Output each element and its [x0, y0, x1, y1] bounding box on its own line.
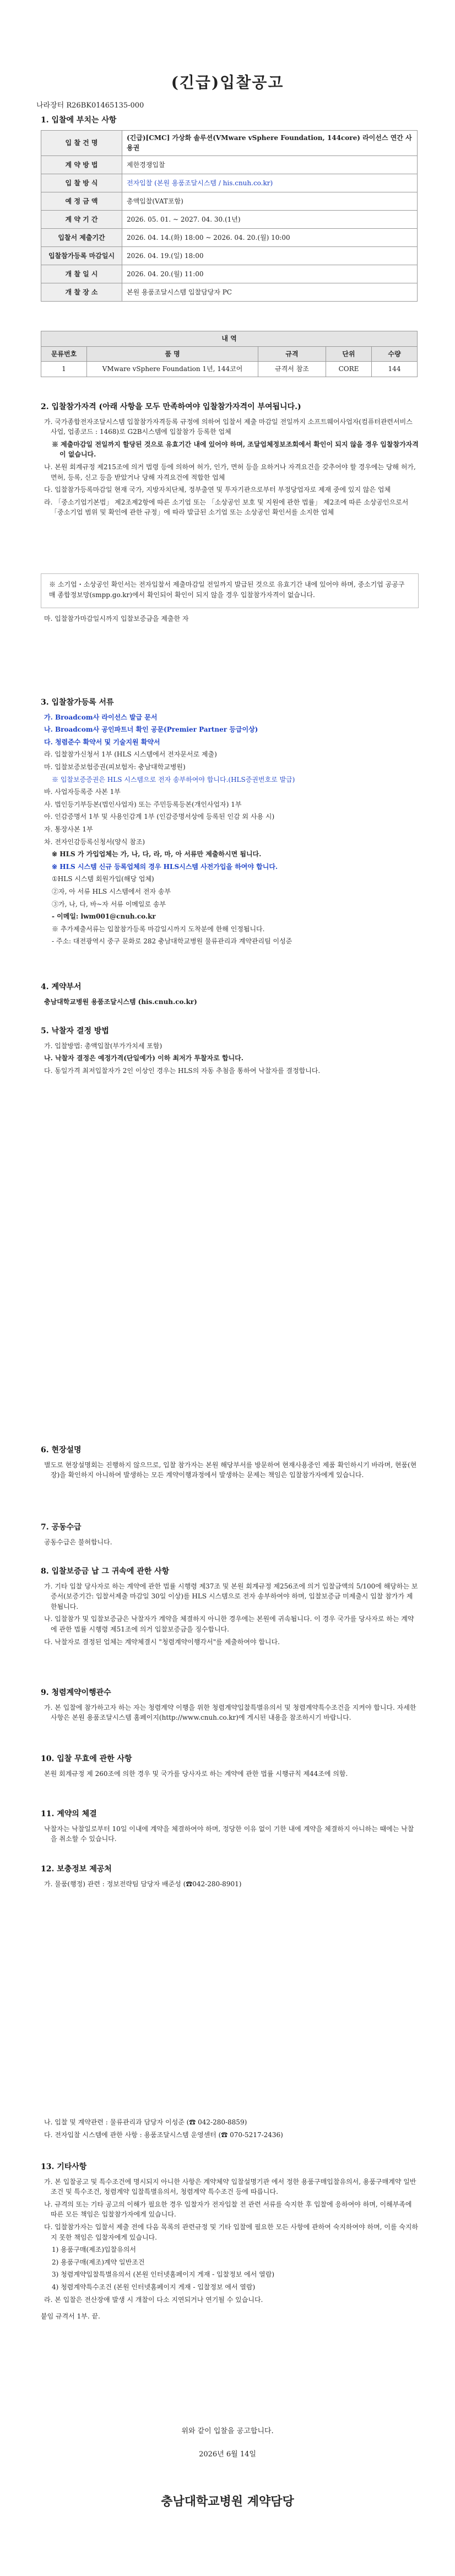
cell: 규격서 참조 [258, 362, 326, 377]
section-5-heading: 5. 낙찰자 결정 방법 [41, 1027, 109, 1035]
table-row [41, 210, 418, 228]
doc-note: ※ 입찰보증증권은 HLS 시스템으로 전자 송부하여야 합니다.(HLS증권번호로 발급) [52, 775, 295, 783]
detail-header-row [41, 346, 418, 362]
page-title: (긴급)입찰공고 [171, 73, 284, 92]
section-5 [41, 1026, 419, 1078]
misc-subitem: 2) 용품구매(제조)계약 일반조건 [52, 2258, 145, 2266]
table-row [41, 130, 418, 155]
issuing-organization: 충남대학교병원 계약담당 [161, 2494, 294, 2509]
misc-item: 라. 본 입찰은 전산장애 발생 시 개찰이 다소 지연되거나 연기될 수 있습니다. [44, 2295, 263, 2304]
doc-step: ②자, 아 서류 HLS 시스템에서 전자 송부 [52, 888, 171, 895]
contact-item: 나. 입찰 및 계약관련 : 물류관리과 담당자 이성준 (☎ 042-280-8859) [44, 2118, 247, 2126]
row-label: 예 정 금 액 [41, 192, 122, 210]
doc-item: 아. 인감증명서 1부 및 사용인감계 1부 (인감증명서상에 등록된 인감 외 사용 시) [44, 813, 275, 821]
section-text: 가. 본 입찰에 참가하고자 하는 자는 청렴계약 이행을 위한 청렴계약입찰특별유의서 및 청렴계약특수조건을 지켜야 합니다. 자세한 사항은 본원 용품조달시스템 홈페이지(http://www.cnuh.co.kr)에 게시된 내용을 참조하시기 바랍니다. [44, 1703, 416, 1722]
table-row [41, 192, 418, 210]
row-label: 개 찰 장 소 [41, 283, 122, 301]
section-4 [41, 981, 419, 1009]
misc-item: 다. 입찰참가자는 입찰서 제출 전에 다음 목록의 관련규정 및 기타 입찰에 필요한 모든 사항에 관하여 숙지하여야 하며, 이를 숙지하지 못한 책임은 입찰자에게 있습니다. [44, 2223, 419, 2241]
section-11-heading: 11. 계약의 체결 [41, 1810, 97, 1818]
misc-item: 나. 규격의 또는 기타 공고의 이해가 필요한 경우 입찰자가 전자입찰 전 관련 서류를 숙지한 후 입찰에 응하여야 하며, 이해부족에 따른 모든 책임은 입찰참가자에게 있습니다. [44, 2200, 412, 2219]
doc-step: ③가, 나, 다, 바~자 서류 이메일로 송부 [52, 900, 166, 908]
table-row [41, 283, 418, 301]
row-label: 입찰참가등록 마감일시 [41, 246, 122, 265]
section-12-heading: 12. 보충정보 제공처 [41, 1865, 112, 1874]
closing-text: 위와 같이 입찰을 공고합니다. [181, 2427, 274, 2435]
section-2 [41, 401, 419, 520]
deposit-item: 가. 기타 입찰 당사자로 하는 계약에 관한 법률 시행령 제37조 및 본원 회계규정 제256조에 의거 입찰금액의 5/100에 해당하는 보증서(보증기간: 입찰서제출 마감일 30일 이상)를 HLS 시스템으로 전자 송부하여야 하며, 입찰보증금 미제출시 입찰 참가가 제한됩니다. [44, 1582, 418, 1611]
table-row [41, 174, 418, 192]
row-value: 총액입찰(VAT포함) [122, 192, 418, 210]
section-7-heading: 7. 공동수급 [41, 1523, 82, 1532]
row-value: 2026. 04. 20.(월) 11:00 [122, 265, 418, 283]
table-row [41, 265, 418, 283]
award-item: 나. 낙찰자 결정은 예정가격(단일예가) 이하 최저가 투찰자로 합니다. [44, 1054, 243, 1062]
eligibility-item: 다. 입찰참가등록마감일 현재 국가, 지방자치단체, 정부출연 및 투자기관으로부터 부정당업자로 제재 중에 있지 않은 업체 [44, 486, 391, 494]
doc-note: ※ 추가제출서류는 입찰참가등록 마감일시까지 도착분에 한해 인정됩니다. [52, 925, 265, 933]
row-label: 계 약 기 간 [41, 210, 122, 228]
section-6 [41, 1445, 419, 1483]
doc-item: 나. Broadcom사 공인파트너 확인 공문(Premier Partner 등급이상) [44, 726, 258, 734]
contact-item: 다. 전자입찰 시스템에 관한 사항 : 용품조달시스템 운영센터 (☎ 070-5217-2436) [44, 2130, 283, 2139]
row-value: 전자입찰 (본원 용품조달시스템 / his.cnuh.co.kr) [122, 174, 418, 192]
section-8-heading: 8. 입찰보증금 납 그 귀속에 관한 사항 [41, 1567, 170, 1576]
section-8 [41, 1566, 419, 1649]
misc-subitem: 1) 용품구매(제조)입찰유의서 [52, 2246, 137, 2254]
section-10-heading: 10. 입찰 무효에 관한 사항 [41, 1754, 132, 1763]
cell: 144 [372, 362, 418, 377]
contact-list [41, 2117, 419, 2142]
row-value: 2026. 04. 19.(일) 18:00 [122, 246, 418, 265]
attachment-note: 붙임 규격서 1부. 끝. [41, 2312, 100, 2321]
table-row [41, 246, 418, 265]
eligibility-item: 마. 입찰참가마감일시까지 입찰보증금을 제출한 자 [44, 615, 189, 623]
section-12 [41, 1864, 419, 1891]
section-9 [41, 1687, 419, 1725]
section-text: 공동수급은 불허합니다. [44, 1538, 112, 1546]
eligibility-note: ※ 제출마감일 전일까지 할당된 것으로 유효기간 내에 있어야 하며, 조달업체정보조회에서 확인이 되지 않을 경우 입찰참가자격이 없습니다. [52, 440, 419, 459]
section-text: 본원 회계규정 제 260조에 의한 경우 및 국가를 당사자로 하는 계약에 관한 법률 시행규칙 제44조에 의함. [44, 1769, 348, 1778]
row-label: 개 찰 일 시 [41, 265, 122, 283]
misc-subitem: 3) 청렴계약입찰특별유의서 (본원 인터넷홈페이지 게재 - 입찰정보 에서 열람) [52, 2271, 275, 2279]
row-label: 입찰서 제출기간 [41, 228, 122, 246]
row-value: 2026. 04. 14.(화) 18:00 ~ 2026. 04. 20.(월) 10:00 [122, 228, 418, 246]
doc-step: ①HLS 시스템 회원가입(해당 업체) [52, 875, 154, 883]
doc-item: 사. 법인등기부등본(법인사업자) 또는 주민등록등본(개인사업자) 1부 [44, 800, 242, 808]
award-item: 다. 동일가격 최저입찰자가 2인 이상인 경우는 HLS의 자동 추첨을 통하여 낙찰자를 결정합니다. [44, 1066, 321, 1075]
misc-subitem: 4) 청렴계약특수조건 (본원 인터넷홈페이지 게재 - 입찰정보 에서 열람) [52, 2283, 256, 2291]
eligibility-item: 라. 「중소기업기본법」 제2조제2항에 따른 소기업 또는 「소상공인 보호 및 지원에 관한 법률」 제2조에 따른 소상공인으로서 「중소기업 범위 및 확인에 관한 규정」에 따라 발급된 소기업 또는 소상공인 확인서를 소지한 업체 [44, 498, 409, 517]
section-3 [41, 697, 419, 949]
misc-item: 가. 본 입찰공고 및 특수조건에 명시되지 아니한 사항은 계약체약 입찰설명기관 에서 정한 용품구매입찰유의서, 용품구매계약 일반조건 및 특수조건, 청렴계약 입찰특별유의서, 청렴계약 특수조건 등에 따릅니다. [44, 2177, 416, 2196]
contact-email: - 이메일: lwm001@cnuh.co.kr [52, 913, 156, 921]
doc-item: 마. 입찰보증보험증권(피보험자: 충남대학교병원) [44, 763, 186, 771]
detail-section [41, 331, 419, 377]
section-text: 별도로 현장설명회는 진행하지 않으므로, 입찰 참가자는 본원 해당부서를 방문하여 현재사용중인 제품 확인하시기 바라며, 현품(현장)을 확인하지 아니하여 발생하는 모든 계약이행과정에서 발생하는 문제는 책임은 입찰참가자에게 있습니다. [44, 1461, 417, 1479]
note-text: ※ 소기업・소상공인 확인서는 전자입찰서 제출마감일 전일까지 발급된 것으로 유효기간 내에 있어야 하며, 중소기업 공공구매 종합정보망(smpp.go.kr)에서 확인되어 확인이 되지 않을 경우 입찰참가자격이 없습니다. [49, 581, 405, 599]
section-13 [41, 2161, 419, 2324]
section-2-heading: 2. 입찰참가자격 (아래 사항을 모두 만족하여야 입찰참가자격이 부여됩니다.) [41, 402, 301, 411]
eligibility-item: 나. 본원 회계규정 제215조에 의거 법령 등에 의하여 허가, 인가, 면허 등을 요하거나 자격요건을 갖추어야 할 경우에는 당해 허가, 면허, 등록, 신고 등을 받았거나 당해 자격요건에 적합한 업체 [44, 463, 416, 481]
doc-item: 다. 청렴준수 확약서 및 기술지원 확약서 [44, 738, 160, 746]
column-header: 문류번호 [41, 346, 87, 362]
eligibility-item: 가. 국가종합전자조달시스템 입찰참가자격등록 규정에 의하여 입찰서 제출 마감일 전일까지 소프트웨어사업자(컴퓨터관련서비스사업, 업종코드 : 1468)로 G2B시스템에 입찰참가 등록한 업체 [44, 417, 413, 436]
doc-item: 라. 입찰참가신청서 1부 (HLS 시스템에서 전자문서로 제출) [44, 750, 217, 759]
section-9-heading: 9. 청렴계약이행관수 [41, 1688, 111, 1697]
section-3-heading: 3. 입찰참가등록 서류 [41, 698, 114, 707]
detail-caption: 내 역 [41, 331, 418, 347]
doc-item: 차. 전자인감등록신청서(양식 참조) [44, 838, 145, 846]
cell: 1 [41, 362, 87, 377]
table-row [41, 155, 418, 174]
table-row [41, 228, 418, 246]
section-11 [41, 1808, 419, 1847]
cell: CORE [326, 362, 372, 377]
column-header: 품 명 [87, 346, 258, 362]
section-1 [41, 115, 419, 302]
row-value: 제한경쟁입찰 [122, 155, 418, 174]
column-header: 단위 [326, 346, 372, 362]
row-value: 본원 용품조달시스템 입찰담당자 PC [122, 283, 418, 301]
contact-item: 가. 물품(행정) 관련 : 정보전략팀 담당자 배준성 (☎042-280-8901) [44, 1880, 242, 1888]
notice-date: 2026년 6월 14일 [199, 2450, 256, 2459]
row-label: 입 찰 방 식 [41, 174, 122, 192]
section-13-heading: 13. 기타사항 [41, 2162, 87, 2171]
row-label: 입 찰 건 명 [41, 130, 122, 155]
cell: VMware vSphere Foundation 1년, 144코어 [87, 362, 258, 377]
section-text: 충남대학교병원 용품조달시스템 (his.cnuh.co.kr) [44, 997, 197, 1006]
detail-table [41, 331, 418, 377]
doc-address: - 주소: 대전광역시 중구 문화로 282 충남대학교병원 물류관리과 계약관리팀 이성준 [52, 937, 292, 946]
column-header: 규격 [258, 346, 326, 362]
section-text: 낙찰자는 낙찰일로부터 10일 이내에 계약을 체결하여야 하며, 정당한 이유 없이 기한 내에 계약을 체결하지 아니하는 때에는 낙찰을 취소할 수 있습니다. [44, 1824, 414, 1843]
section-6-heading: 6. 현장설명 [41, 1446, 82, 1455]
row-label: 계 약 방 법 [41, 155, 122, 174]
row-value: 2026. 05. 01. ~ 2027. 04. 30.(1년) [122, 210, 418, 228]
deposit-item: 다. 낙찰자로 결정된 업체는 계약체결시 "청렴계약이행각서"를 제출하여야 합니다. [44, 1638, 280, 1646]
note-box [41, 573, 419, 608]
small-business-note [41, 573, 419, 626]
section-4-heading: 4. 계약부서 [41, 983, 82, 991]
bid-info-table [41, 130, 418, 302]
table-row [41, 362, 418, 377]
deposit-item: 나. 입찰참가 및 입찰보증금은 낙찰자가 계약을 체결하지 아니한 경우에는 본원에 귀속됩니다. 이 경우 국가를 당사자로 하는 계약에 관한 법률 시행령 제51조에 의거 입찰보증금을 징수합니다. [44, 1615, 414, 1634]
section-7 [41, 1522, 419, 1549]
doc-item: 자. 통장사본 1부 [44, 825, 93, 834]
column-header: 수량 [372, 346, 418, 362]
award-item: 가. 입찰방법: 총액입찰(부가가치세 포함) [44, 1042, 162, 1050]
doc-note: ※ HLS 가 가입업체는 가, 나, 다, 라, 마, 아 서류만 제출하시면 됩니다. [52, 850, 262, 858]
section-1-heading: 1. 입찰에 부치는 사항 [41, 116, 117, 125]
doc-item: 바. 사업자등록증 사본 1부 [44, 788, 121, 796]
doc-note: ※ HLS 시스템 신규 등록업체의 경우 HLS시스템 사전가입을 하여야 합니다. [52, 862, 278, 871]
doc-item: 가. Broadcom사 라이선스 발급 문서 [44, 713, 158, 721]
row-value: (긴급)[CMC] 가상화 솔루션(VMware vSphere Foundation, 144core) 라이선스 연간 사용권 [122, 130, 418, 155]
section-10 [41, 1753, 419, 1781]
document-number: 나라장터 R26BK01465135-000 [36, 101, 144, 110]
